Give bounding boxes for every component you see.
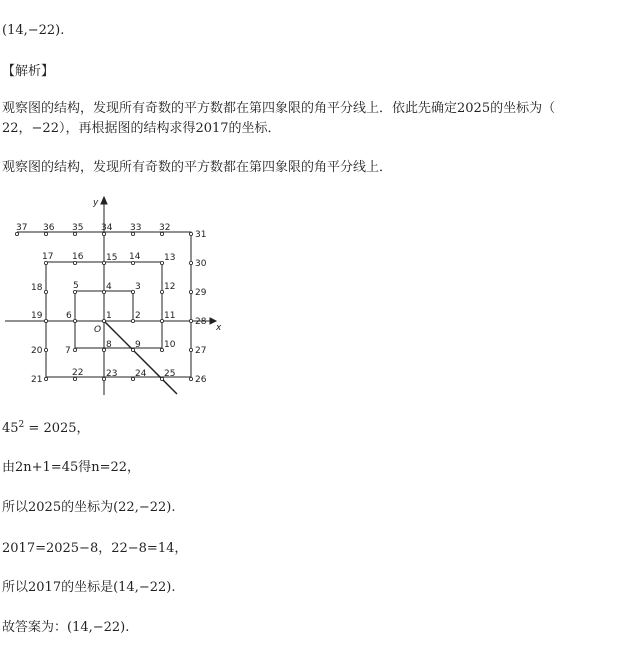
point-label-30: 30 [195,259,207,269]
square-rest: = 2025， [24,421,90,436]
calculation-2017: 2017=2025−8，22−8=14， [2,541,188,556]
point-7 [73,348,76,351]
point-label-25: 25 [164,369,176,379]
point-label-17: 17 [42,252,54,262]
point-label-8: 8 [106,340,112,350]
point-label-32: 32 [159,223,171,233]
point-label-21: 21 [31,375,43,385]
point-label-26: 26 [195,375,207,385]
square-exponent: 2 [18,420,25,430]
point-label-20: 20 [31,346,43,356]
point-label-34: 34 [101,223,113,233]
origin-label: O [94,325,102,335]
point-label-36: 36 [43,223,55,233]
point-label-19: 19 [31,311,43,321]
point-21 [44,377,47,380]
point-27 [189,348,192,351]
point-label-16: 16 [72,252,84,262]
point-26 [189,377,192,380]
point-label-35: 35 [72,223,84,233]
point-20 [44,348,47,351]
point-label-31: 31 [195,230,207,240]
point-label-18: 18 [31,283,43,293]
point-30 [189,261,192,264]
observation-repeat: 观察图的结构，发现所有奇数的平方数都在第四象限的角平分线上． [2,160,393,175]
equation-solve-n: 由2n+1=45得n=22， [2,460,141,475]
point-label-6: 6 [66,311,72,321]
point-label-9: 9 [135,340,141,350]
coordinate-2025: 所以2025的坐标为(22,−22). [2,500,176,515]
point-label-11: 11 [164,311,176,321]
observation-line-1: 观察图的结构，发现所有奇数的平方数都在第四象限的角平分线上．依此先确定2025的坐标为（ [2,101,556,116]
point-label-14: 14 [129,252,141,262]
section-heading: 【解析】 [2,64,55,79]
point-label-5: 5 [73,281,79,291]
point-18 [44,290,47,293]
equation-square [2,420,90,438]
answer-top: (14,−22). [2,23,65,38]
point-label-7: 7 [65,346,71,356]
observation-line-2: 22，−22），再根据图的结构求得2017的坐标． [2,121,281,136]
point-label-10: 10 [164,340,176,350]
point-29 [189,290,192,293]
point-label-2: 2 [135,311,141,321]
point-label-3: 3 [135,282,141,292]
bisector-line [104,321,177,394]
point-label-29: 29 [195,288,207,298]
coordinate-2017: 所以2017的坐标是(14,−22). [2,580,176,595]
point-6 [73,319,76,322]
x-axis-label: x [216,323,222,333]
square-base: 45 [2,421,19,436]
point-label-22: 22 [72,368,84,378]
point-label-24: 24 [135,369,147,379]
point-label-4: 4 [106,282,112,292]
point-label-23: 23 [106,369,118,379]
final-answer: 故答案为：(14,−22). [2,620,130,635]
point-label-1: 1 [106,311,112,321]
y-axis-label: y [93,198,99,208]
point-label-12: 12 [164,282,176,292]
point-31 [189,232,192,235]
point-label-27: 27 [195,346,207,356]
point-label-15: 15 [106,253,118,263]
point-label-13: 13 [164,253,176,263]
point-label-33: 33 [130,223,142,233]
point-label-37: 37 [16,223,28,233]
point-label-28: 28 [195,317,207,327]
spiral-coordinate-diagram [0,192,240,402]
point-19 [44,319,47,322]
point-28 [189,319,192,322]
y-axis-arrow [101,197,107,204]
